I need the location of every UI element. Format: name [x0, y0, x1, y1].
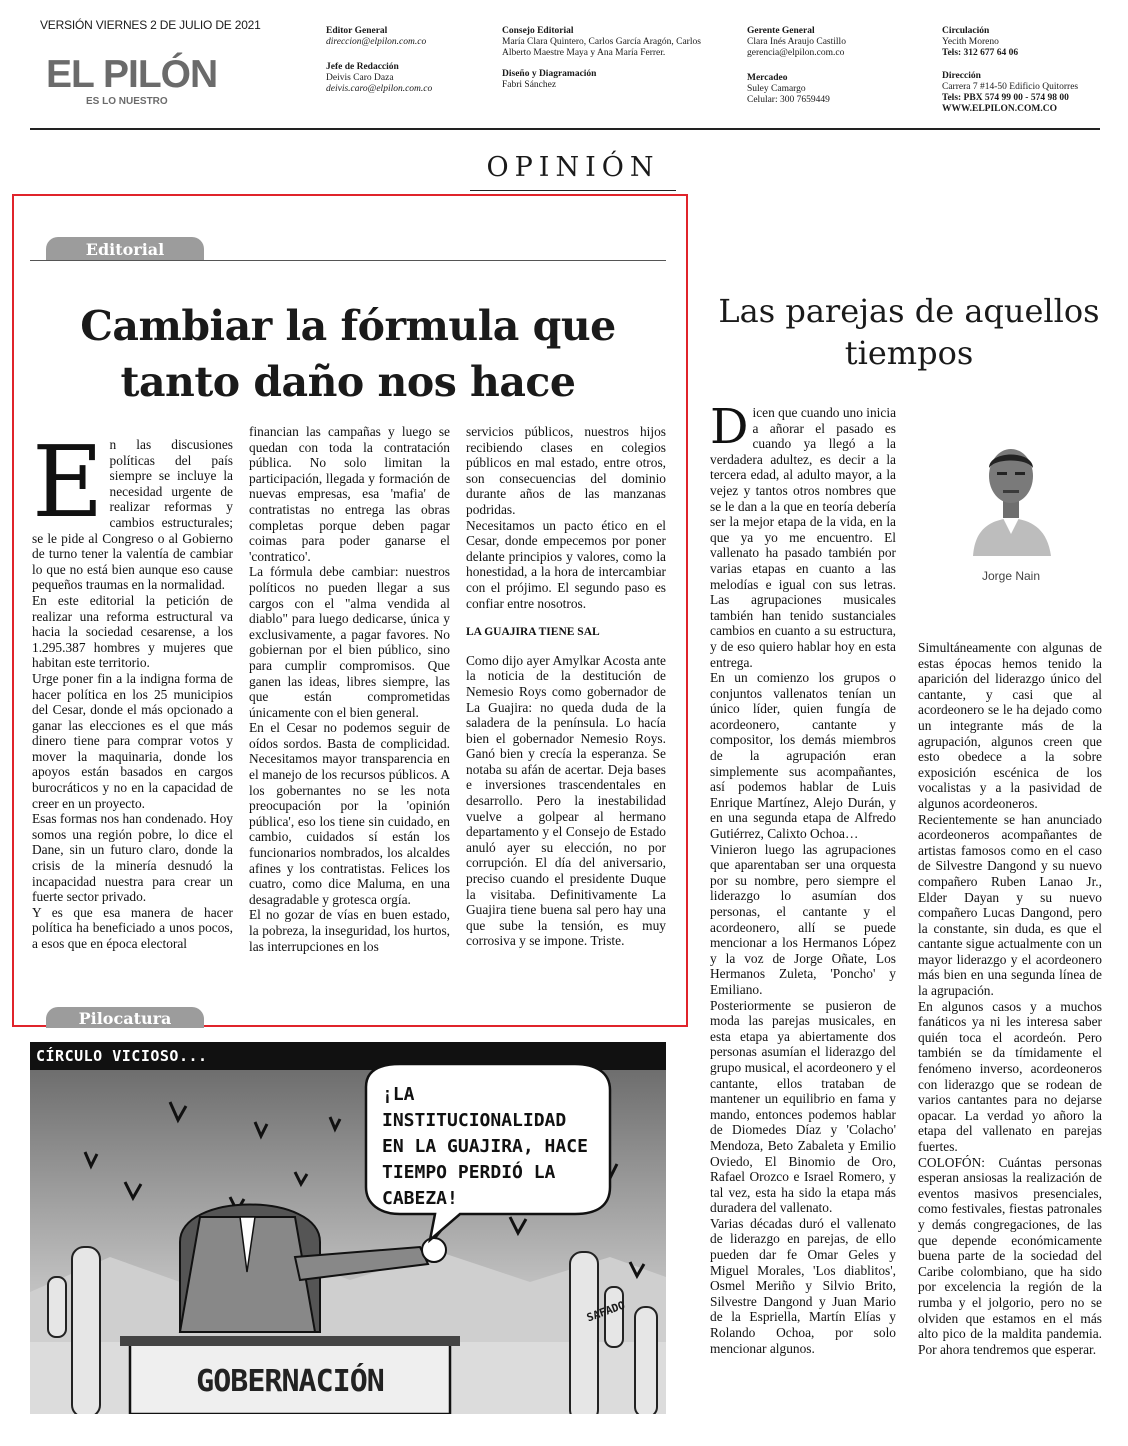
editorial-dropcap: E	[32, 426, 104, 540]
direccion-label: Dirección	[942, 71, 981, 81]
circulacion-tel: Tels: 312 677 64 06	[942, 48, 1019, 58]
editorial-c3-subhead: LA GUAJIRA TIENE SAL	[466, 626, 600, 639]
column-dropcap: D	[710, 399, 749, 455]
slogan: ES LO NUESTRO	[86, 96, 168, 107]
cartoon-panel[interactable]	[30, 1042, 666, 1414]
mercadeo-phone: Celular: 300 7659449	[747, 95, 830, 105]
column-c1-p4: Posteriormente se pusieron de moda las parejas musicales, en esta etapa ya abiertamente dos personas asumían el liderazgo del grupo musical, el acordeonero y el cantante, ellos trataban de mantener un equilibrio en fama y mando, entonces podemos hablar de Diomedes Díaz y 'Colacho' Mendoza, Beto Zabaleta y Emilio Oviedo, El Binomio de Oro, Rafael Orozco e Israel Romero, y tal vez, esta ha sido la etapa más duradera del vallenato.	[710, 997, 896, 1216]
consejo-label: Consejo Editorial	[502, 26, 574, 36]
column-c1-p5: Varias décadas duró el vallenato de liderazgo en parejas, de ello pueden dar fe Omar Geles y Miguel Morales, 'Los diablitos', Osmel Meriño y Silvio Brito, Silvestre Dangond y Juan Mario de la Espriella, Martín Elías y Rolando Ochoa, por solo mencionar algunos.	[710, 1215, 896, 1356]
editorial-headline-line-1: Cambiar la fórmula que	[80, 302, 616, 350]
editor-email[interactable]: direccion@elpilon.com.co	[326, 37, 427, 47]
column-c2-p1: Simultáneamente con algunas de estas épocas hemos tenido la aparición del liderazgo único del cantante, y casi que al acordeonero se le ha dejado como un integrante más de la agrupación, algunos creen que esto obedece a la sobre exposición escénica de los vocalistas y a la pasividad de algunos acordeoneros.	[918, 640, 1102, 811]
editorial-c1-p2: En este editorial la petición de realizar una reforma estructural va hacia la sociedad cesarense, a los 1.295.387 hombres y mujeres que habitan este territorio.	[32, 592, 233, 671]
gerente-name: Clara Inés Araujo Castillo	[747, 37, 846, 47]
editorial-c3-p2: Necesitamos un pacto ético en el Cesar, donde empecemos por poner delante principios y valores, como la honestidad, a la hora de intercambiar con el prójimo. El segundo paso es confiar entre nosotros.	[466, 517, 666, 611]
mercadeo-label: Mercadeo	[747, 73, 788, 83]
gerente-label: Gerente General	[747, 26, 815, 36]
circulacion-name: Yecith Moreno	[942, 37, 999, 47]
editorial-c2-p1: financian las campañas y luego se quedan con toda la contratación pública. No solo limitan la participación, llegada y formación de nuevas empresas, esa 'mafia' de contratistas no entrega las obras completas porque deben pagar coimas para poder ganarse el 'contratico'.	[249, 424, 450, 564]
diseno-name: Fabri Sánchez	[502, 80, 557, 90]
circulacion-label: Circulación	[942, 26, 990, 36]
editorial-c1-p5: Y es que esa manera de hacer política ha beneficiado a unos pocos, a esos que en época electoral	[32, 904, 233, 951]
gerente-email[interactable]: gerencia@elpilon.com.co	[747, 48, 845, 58]
website-link[interactable]: WWW.ELPILON.COM.CO	[942, 104, 1057, 114]
column-c1-p2: En un comienzo los grupos o conjuntos vallenatos tenían un único líder, quien fungía de acordeonero, cantante y compositor, los demás miembros de la agrupación eran simplemente sus acompañantes, así podemos hablar de Luis Enrique Martínez, Alejo Durán, y en una segunda etapa de Alfredo Gutiérrez, Calixto Ochoa…	[710, 670, 896, 842]
editorial-c2-p4: El no gozar de vías en buen estado, la pobreza, la inseguridad, los hurtos, las interrupciones en los	[249, 907, 450, 954]
editorial-c1-p4: Esas formas nos han condenado. Hoy somos una región pobre, lo dice el Dane, sin un futuro claro, donde la crisis de la minería desnudó la incapacidad nuestra para crear un fuerte sector privado.	[32, 811, 233, 905]
cartoon-signature: SAFADO	[584, 1298, 627, 1325]
edition-date: VERSIÓN VIERNES 2 DE JULIO DE 2021	[40, 18, 261, 32]
staff-block-3	[747, 26, 917, 106]
column-c2-p4: COLOFÓN: Cuántas personas esperan ansiosas la realización de eventos masivos presenciales, como festivales, fiestas patronales y demás congregaciones, de las que depende económicamente buena parte de la sociedad del Caribe colombiano, que ha sido por excelencia la región de la rumba y el jolgorio, pero no se olviden que estamos en el más alto pico de la maldita pandemia. Por ahora tendremos que esperar.	[918, 1154, 1102, 1357]
column-text-1	[710, 399, 897, 1356]
editorial-tab: Editorial	[46, 237, 204, 260]
author-portrait-icon	[965, 436, 1057, 556]
section-rule	[470, 190, 676, 191]
cartoon-speech-text: ¡LA INSTITUCIONALIDAD EN LA GUAJIRA, HACE TIEMPO PERDIÓ LA CABEZA!	[382, 1084, 588, 1209]
editorial-headline	[30, 298, 666, 410]
pilocatura-tab: Pilocatura	[46, 1007, 204, 1028]
masthead-rule	[30, 128, 1100, 130]
column-headline-line-1: Las parejas de aquellos	[718, 292, 1100, 330]
column-c1-p3: Vinieron luego las agrupaciones que aparentaban ser una orquesta por su nombre, pero siempre el liderazgo lo asumían dos personas, el cantante y el acordeonero, allí se puede mencionar a los Hermanos López y la voz de Jorge Oñate, Los Hermanos Zuleta, 'Poncho' y Emiliano.	[710, 841, 896, 997]
editorial-tab-rule	[30, 260, 666, 261]
editor-label: Editor General	[326, 26, 388, 36]
editorial-headline-line-2: tanto daño nos hace	[120, 358, 576, 406]
mercadeo-name: Suley Camargo	[747, 84, 806, 94]
column-c2-p2: Recientemente se han anunciado acordeoneros acompañantes de artistas famosos como en el caso de Silvestre Dangond y su nuevo compañero Ruben Lanao Jr., Elder Dayan y su nuevo compañero Lucas Dangond, pero la constante, sin duda, es que el cantante sigue actualmente con un mayor liderazgo y el acordeonero más bien en una segunda línea de la agrupación.	[918, 811, 1102, 999]
staff-block-4	[942, 26, 1122, 115]
column-headline	[706, 290, 1112, 374]
editorial-c1-p3: Urge poner fin a la indigna forma de hacer política en los 25 municipios del Cesar, donde el más opcionado a ganar las elecciones es el que más dinero tiene para comprar votos y mover la maquinaria, donde los apoyos están basados en cargos burocráticos y no en la capacidad de creer en un proyecto.	[32, 670, 233, 811]
editorial-c2-p2: La fórmula debe cambiar: nuestros políticos no pueden llegar a sus cargos con el "alma vendida al diablo" para luego dedicarse, única y exclusivamente, a pagar favores. No gobiernan por el bien público, sino para cumplir compromisos. Que ganen las ideas, libres siempre, las que están comprometidas únicamente con el bien general.	[249, 564, 450, 720]
staff-block-2	[502, 26, 712, 91]
cartoon-strip-title: CÍRCULO VICIOSO...	[36, 1047, 208, 1065]
author-photo	[965, 436, 1057, 556]
jefe-email[interactable]: deivis.caro@elpilon.com.co	[326, 84, 433, 94]
editorial-c2-p3: En el Cesar no podemos seguir de oídos sordos. Basta de complicidad. Necesitamos mayor transparencia en el manejo de los recursos públicos. A los gobernantes no se les nota preocupación por la 'opinión pública', eso los tiene sin cuidado, en cambio, cuidados sí están los funcionarios nombrados, los alcaldes afines y los contratistas. Felices los cuatro, como dice Maluma, en una desagradable y grotesca orgía.	[249, 720, 450, 907]
editorial-c3-p1: servicios públicos, nuestros hijos recibiendo clases en colegios públicos en mal estado, entre otros, son consecuencias del dominio durante años de las manzanas podridas.	[466, 424, 666, 517]
column-headline-line-2: tiempos	[844, 334, 974, 372]
diseno-label: Diseño y Diagramación	[502, 69, 597, 79]
editorial-column-3	[466, 424, 666, 949]
staff-block-1	[326, 26, 496, 95]
column-c2-p3: En algunos casos y a muchos fanáticos ya ni les interesa saber quién toca el acordeón. Pero también se da tímidamente el fenómeno inverso, acordeoneros con liderazgo que se rodean de varios cantantes para no dejarse opacar. La verdad yo añoro la etapa del vallenato en parejas fuertes.	[918, 998, 1102, 1154]
editorial-column-2	[249, 424, 450, 954]
jefe-label: Jefe de Redacción	[326, 62, 399, 72]
editorial-c3-p3: Como dijo ayer Amylkar Acosta ante la noticia de la destitución de Nemesio Roys como gobernador de La Guajira: no queda duda de la saladera de la península. Lo hacía bien el gobernador Nemesio Roys. Ganó bien y crecía la esperanza. Se notaba su afán de acertar. Deja bases e inversiones trascendentales en desarrollo. Pero la inestabilidad vuelve a golpear al hermano departamento y el Consejo de Estado anuló ayer su elección, no por corrupción. El día del aniversario, preciso cuando el presidente Duque la visitaba. Definitivamente La Guajira tiene buena sal pero hay una que sube la tensión, es muy corrosiva y se impone. Triste.	[466, 652, 666, 949]
section-title: OPINIÓN	[486, 152, 660, 183]
column-text-2	[918, 640, 1102, 1357]
direccion-tel: Tels: PBX 574 99 00 - 574 98 00	[942, 93, 1069, 103]
author-name: Jorge Nain	[981, 569, 1041, 583]
cartoon-sign: GOBERNACIÓN	[196, 1364, 384, 1399]
column-c1-lead: icen que cuando uno inicia a añorar el pasado es cuando ya llegó a la verdadera adultez, es decir a la tercera edad, al adulto mayor, a la vejez y tantos otros nombres que se le dan a la que en teoría debería ser la mejor etapa de la vida, en la que ya yo me encuentro. El vallenato ha pasado también por varias etapas en cuanto a las melodías e igual con sus letras. Las agrupaciones musicales también han tenido sustanciales cambios en cuanto a su estructura, y de eso quiero hablar hoy en esta entrega.	[710, 405, 897, 670]
editorial-c1-lead: n las discusiones políticas del país siempre se incluye la necesidad urgente de realizar reformas y cambios estructurales; se le pide al Congreso o al Gobierno de turno tener la valentía de cambiar lo que no está bien aunque eso cause pequeños traumas en la normalidad.	[32, 437, 233, 593]
direccion-addr: Carrera 7 #14-50 Edificio Quitorres	[942, 82, 1079, 92]
consejo-names: María Clara Quintero, Carlos García Aragón, Carlos Alberto Maestre Maya y Ana María Ferrer.	[502, 37, 701, 58]
jefe-name: Deivis Caro Daza	[326, 73, 394, 83]
logo[interactable]: EL PILÓN	[46, 53, 218, 96]
editorial-column-1	[32, 426, 233, 952]
